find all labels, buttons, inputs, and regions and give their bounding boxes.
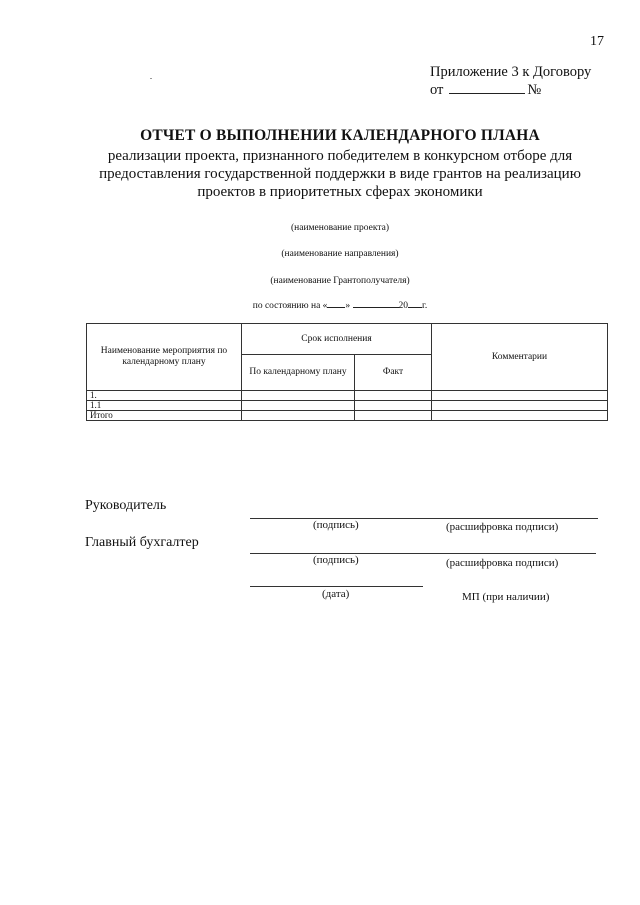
annex-from: от [430,82,444,98]
header-event-name: Наименование мероприятия по календарному плану [87,324,242,391]
report-table [86,323,608,421]
table-row [87,391,608,401]
scan-speck [150,78,152,79]
direction-name-caption: (наименование направления) [281,249,399,259]
row-plan-cell [242,401,355,411]
as-of-suffix: г. [422,301,428,311]
report-title: ОТЧЕТ О ВЫПОЛНЕНИИ КАЛЕНДАРНОГО ПЛАНА [140,127,540,144]
report-subtitle-line-3: проектов в приоритетных сферах экономики [197,184,483,200]
project-name-caption: (наименование проекта) [290,223,389,233]
grantee-name-caption: (наименование Грантополучателя) [270,276,410,286]
row-plan-cell [242,391,355,401]
as-of-prefix: по состоянию на « [252,301,328,311]
row-comment-cell [432,401,608,411]
row-label: 1. [87,391,242,401]
head-signature-line [250,518,598,519]
row-plan-cell [242,411,355,421]
accountant-signature-line [250,553,596,554]
table-row [87,411,608,421]
row-label: Итого [87,411,242,421]
as-of-day-blank [327,298,345,308]
annex-header [430,63,591,99]
page-number: 17 [590,34,604,49]
stamp-caption: МП (при наличии) [462,591,550,603]
table-row [87,401,608,411]
report-subtitle-line-1: реализации проекта, признанного победителем в конкурсном отборе для [107,148,573,164]
annex-title: Приложение 3 к Договору [430,64,592,80]
date-caption: (дата) [322,588,350,600]
head-signature-caption: (подпись) [313,519,359,531]
row-label: 1.1 [87,401,242,411]
as-of-year: 20 [398,301,409,311]
as-of-month-blank [353,298,399,308]
header-fact: Факт [355,355,432,391]
header-comments: Комментарии [432,324,608,391]
accountant-decoding-caption: (расшифровка подписи) [446,557,559,569]
as-of-quote: » [345,301,351,311]
report-subtitle-line-2: предоставления государственной поддержки в виде грантов на реализацию [99,166,581,182]
row-fact-cell [355,401,432,411]
row-fact-cell [355,411,432,421]
row-comment-cell [432,391,608,401]
annex-date-blank [449,81,525,94]
header-by-plan: По календарному плану [242,355,355,391]
annex-contract-line [430,81,591,99]
head-decoding-caption: (расшифровка подписи) [446,521,559,533]
as-of-date-line [60,298,620,311]
report-subtitle [60,147,620,201]
annex-number-sign: № [527,82,542,98]
accountant-signature-caption: (подпись) [313,554,359,566]
header-term: Срок исполнения [242,324,432,355]
accountant-label: Главный бухгалтер [85,535,199,550]
as-of-year-blank [408,298,422,308]
date-line [250,586,423,587]
head-label: Руководитель [85,498,167,513]
row-fact-cell [355,391,432,401]
row-comment-cell [432,411,608,421]
